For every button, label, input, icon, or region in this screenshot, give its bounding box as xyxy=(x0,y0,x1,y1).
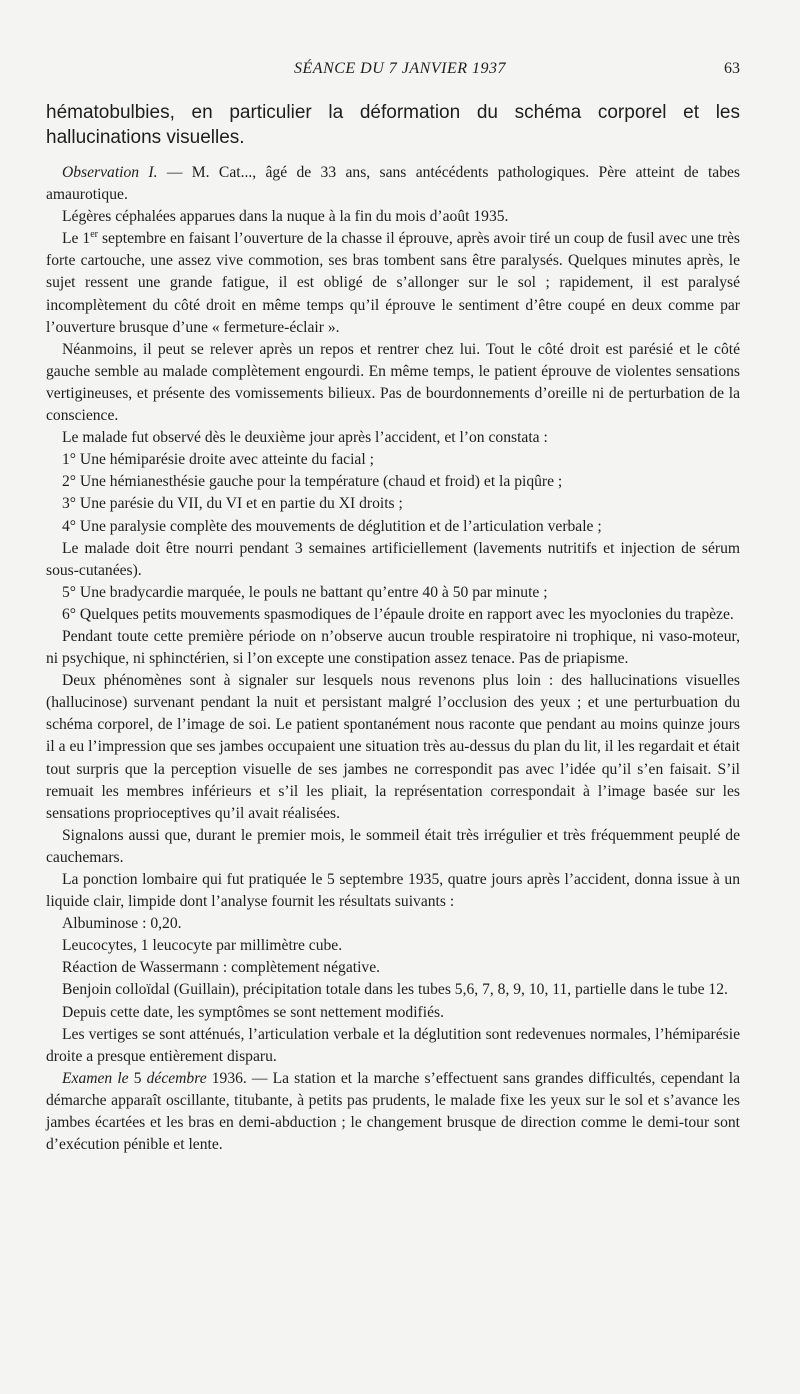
document-body xyxy=(46,162,740,1156)
paragraph: Albuminose : 0,20. xyxy=(62,915,182,933)
examen-text: 1936. — La station et la marche s’effectuent sans grandes difficultés, cependant la démarche apparaît oscillante, titubante, à petits pas prudents, le malade fixe les yeux sur le sol et s’avance les jambes écartées et les bras en demi-abduction ; le changement brusque de direction comme le demi-tour sont d’exécution pénible et lente. xyxy=(46,1069,741,1154)
list-item: 4° Une paralysie complète des mouvements de déglutition et de l’articulation verbale ; xyxy=(62,517,602,535)
paragraph: Deux phénomènes sont à signaler sur lesquels nous revenons plus loin : des hallucinations visuelles (hallucinose) survenant pendant la nuit et persistant malgré l’occlusion des yeux ; et une perturbuation du schéma corporel, de l’image de soi. Le patient spontanément nous raconte que pendant au moins quinze jours il a eu l’impression que ses jambes occupaient une situation très au-dessus du plan du lit, il les regardait et était tout surpris que la perception visuelle de ses jambes ne correspondit pas avec l’idée qu’il s’en faisait. S’il remuait les membres inférieurs et s’il les pliait, la représentation correspondait à l’image basée sur les sensations proprioceptives qu’il avait réalisées. xyxy=(46,672,740,822)
lead-paragraph: hématobulbies, en particulier la déformation du schéma corporel et les hallucinations visuelles. xyxy=(46,102,740,148)
paragraph: Le malade doit être nourri pendant 3 semaines artificiellement (lavements nutritifs et injection de sérum sous-cutanées). xyxy=(46,539,740,579)
paragraph: Benjoin colloïdal (Guillain), précipitation totale dans les tubes 5,6, 7, 8, 9, 10, 11, partielle dans le tube 12. xyxy=(62,981,728,999)
examen-label: Examen le xyxy=(62,1069,129,1087)
paragraph-examen xyxy=(46,1068,740,1156)
paragraph xyxy=(46,228,740,338)
list-item: 2° Une hémianesthésie gauche pour la température (chaud et froid) et la piqûre ; xyxy=(62,473,563,491)
examen-month: décembre xyxy=(146,1069,207,1087)
list-item: 1° Une hémiparésie droite avec atteinte du facial ; xyxy=(62,451,374,469)
paragraph: Le malade fut observé dès le deuxième jour après l’accident, et l’on constata : xyxy=(62,429,548,447)
running-title: SÉANCE DU 7 JANVIER 1937 xyxy=(294,60,506,77)
paragraph: Pendant toute cette première période on n’observe aucun trouble respiratoire ni trophique, ni vaso-moteur, ni psychique, ni sphinctérien, si l’on excepte une constipation assez tenace. Pas de priapisme. xyxy=(46,627,740,668)
paragraph: Les vertiges se sont atténués, l’articulation verbale et la déglutition sont redevenues normales, l’hémiparésie droite a presque entièrement disparu. xyxy=(46,1025,740,1065)
superscript: er xyxy=(90,229,98,241)
paragraph: Réaction de Wassermann : complètement négative. xyxy=(62,959,381,977)
paragraph: Signalons aussi que, durant le premier mois, le sommeil était très irrégulier et très fréquemment peuplé de cauchemars. xyxy=(46,826,740,866)
page-number: 63 xyxy=(724,60,740,77)
paragraph: La ponction lombaire qui fut pratiquée le 5 septembre 1935, quatre jours après l’accident, donna issue à un liquide clair, limpide dont l’analyse fournit les résultats suivants : xyxy=(46,871,740,911)
paragraph: Leucocytes, 1 leucocyte par millimètre cube. xyxy=(62,937,343,955)
page-header xyxy=(60,60,740,82)
list-item: 3° Une parésie du VII, du VI et en partie du XI droits ; xyxy=(62,495,403,513)
list-item: 6° Quelques petits mouvements spasmodiques de l’épaule droite en rapport avec les myoclonies du trapèze. xyxy=(62,605,734,623)
paragraph: Néanmoins, il peut se relever après un repos et rentrer chez lui. Tout le côté droit est parésié et le côté gauche semble au malade complètement engourdi. En même temps, le patient éprouve de violentes sensations vertigineuses, et présente des vomissements bilieux. Pas de bourdonnements d’oreille ni de perturbation de la conscience. xyxy=(46,340,740,425)
observation-label: Observation I. xyxy=(62,164,158,181)
examen-day: 5 xyxy=(128,1069,147,1087)
observation-text: — M. Cat..., âgé de 33 ans, sans antécédents pathologiques. Père atteint de tabes amaurotique. xyxy=(46,164,740,204)
text-span: septembre en faisant l’ouverture de la chasse il éprouve, après avoir tiré un coup de fusil avec une très forte cartouche, une assez vive commotion, ses bras tombent sans être paralysés. Quelques minutes après, le sujet ressent une grande fatigue, il est obligé de s’allonger sur le sol ; rapidement, il est paralysé incomplètement du côté droit en même temps qu’il éprouve le sentiment d’être coupé en deux comme par l’ouverture brusque d’une « fermeture-éclair ». xyxy=(46,230,740,336)
paragraph: Depuis cette date, les symptômes se sont nettement modifiés. xyxy=(62,1003,444,1021)
text-span: Le 1 xyxy=(62,230,91,248)
paragraph-observation xyxy=(46,162,740,206)
list-item: 5° Une bradycardie marquée, le pouls ne battant qu’entre 40 à 50 par minute ; xyxy=(62,583,548,601)
paragraph: Légères céphalées apparues dans la nuque à la fin du mois d’août 1935. xyxy=(62,208,509,226)
